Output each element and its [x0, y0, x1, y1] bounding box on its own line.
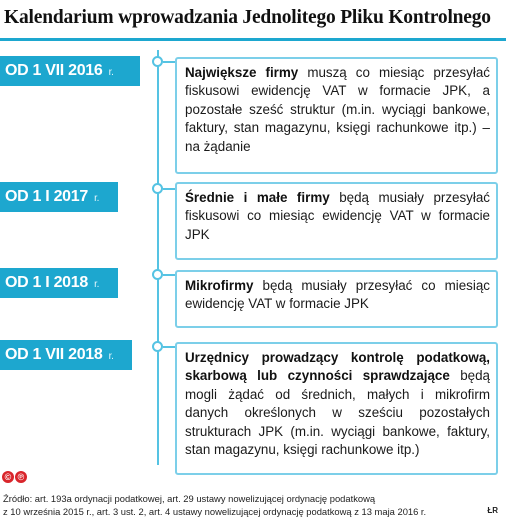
stage-4-connector	[163, 346, 175, 348]
publisher-logo	[2, 471, 30, 484]
stage-4-marker	[152, 341, 163, 352]
author-initials: ŁR	[487, 506, 498, 515]
page-title: Kalendarium wprowadzania Jednolitego Pliku Kontrolnego	[4, 7, 491, 28]
stage-3-description: Mikrofirmy będą musiały przesyłać co miesiąc ewidencję VAT w formacie JPK	[175, 270, 498, 328]
stage-1-marker	[152, 56, 163, 67]
stage-4-date-label: OD 1 VII 2018 r.	[0, 340, 132, 370]
source-note	[3, 493, 473, 518]
stage-3-connector	[163, 274, 175, 276]
phonogram-icon: ℗	[15, 471, 27, 483]
stage-3-date-label: OD 1 I 2018 r.	[0, 268, 118, 298]
title-underline	[0, 38, 506, 41]
stage-4-description: Urzędnicy prowadzący kontrolę podatkową, skarbową lub czynności sprawdzające będą mogli żądać od średnich, małych i mikrofirm danych określonych w sześciu pozostałych strukturach JPK (m.in. wyciągi bankowe, faktury, stan magazynu, księgi rachunkowe itp.)	[175, 342, 498, 475]
stage-1-date-label: OD 1 VII 2016 r.	[0, 56, 140, 86]
stage-1-connector	[163, 61, 175, 63]
stage-1-description: Największe firmy muszą co miesiąc przesyłać fiskusowi ewidencję VAT w formacie JPK, a pozostałe sześć struktur (m.in. wyciągi bankowe, faktury, stan magazynu, księgi rachunkowe itp.) – na żądanie	[175, 57, 498, 174]
timeline-line	[157, 50, 159, 465]
source-line-1: Źródło: art. 193a ordynacji podatkowej, art. 29 ustawy nowelizującej ordynację podatkową	[3, 493, 376, 504]
stage-2-marker	[152, 183, 163, 194]
stage-2-connector	[163, 188, 175, 190]
stage-2-date-label: OD 1 I 2017 r.	[0, 182, 118, 212]
copyright-icon: ©	[2, 471, 14, 483]
stage-3-marker	[152, 269, 163, 280]
stage-2-description: Średnie i małe firmy będą musiały przesyłać fiskusowi co miesiąc ewidencję VAT w formacie JPK	[175, 182, 498, 260]
source-line-2: z 10 września 2015 r., art. 3 ust. 2, art. 4 ustawy nowelizującej ordynację podatkową z 13 maja 2016 r.	[3, 505, 427, 517]
